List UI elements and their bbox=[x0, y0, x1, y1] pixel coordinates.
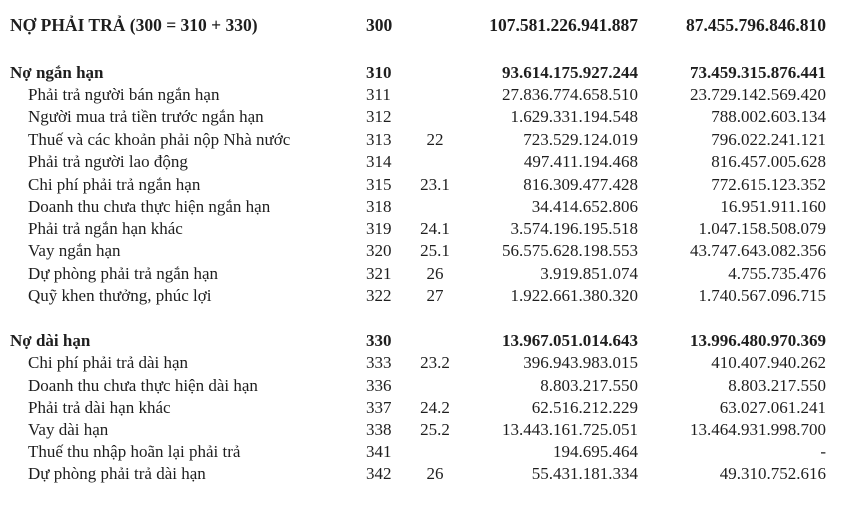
row-label: Vay ngắn hạn bbox=[28, 241, 121, 260]
prior-period-value: - bbox=[820, 442, 826, 461]
row-code: 320 bbox=[366, 241, 392, 260]
prior-period-value: 43.747.643.082.356 bbox=[690, 241, 826, 260]
row-label: Doanh thu chưa thực hiện ngắn hạn bbox=[28, 197, 271, 216]
prior-period-value: 796.022.241.121 bbox=[711, 130, 826, 149]
current-period-value: 55.431.181.334 bbox=[531, 464, 638, 483]
prior-period-value: 1.740.567.096.715 bbox=[698, 286, 826, 305]
prior-period-value: 63.027.061.241 bbox=[719, 398, 826, 417]
current-period-value: 13.967.051.014.643 bbox=[502, 331, 638, 350]
row-code: 318 bbox=[366, 197, 392, 216]
row-code: 342 bbox=[366, 464, 392, 483]
row-label: Nợ ngắn hạn bbox=[10, 63, 104, 82]
row-label: Phải trả người lao động bbox=[28, 152, 188, 171]
prior-period-value: 788.002.603.134 bbox=[711, 107, 826, 126]
row-label: Quỹ khen thưởng, phúc lợi bbox=[28, 286, 212, 305]
prior-period-value: 23.729.142.569.420 bbox=[690, 85, 826, 104]
prior-period-value: 772.615.123.352 bbox=[711, 175, 826, 194]
row-code: 321 bbox=[366, 264, 392, 283]
row-label: Doanh thu chưa thực hiện dài hạn bbox=[28, 376, 258, 395]
row-code: 312 bbox=[366, 107, 392, 126]
row-code: 341 bbox=[366, 442, 392, 461]
row-code: 313 bbox=[366, 130, 392, 149]
row-label: Dự phòng phải trả ngắn hạn bbox=[28, 264, 219, 283]
prior-period-value: 73.459.315.876.441 bbox=[690, 63, 826, 82]
row-code: 300 bbox=[366, 15, 393, 35]
row-label: Thuế và các khoản phải nộp Nhà nước bbox=[28, 130, 291, 149]
prior-period-value: 4.755.735.476 bbox=[728, 264, 826, 283]
prior-period-value: 49.310.752.616 bbox=[719, 464, 826, 483]
table-row bbox=[0, 419, 849, 441]
table-row bbox=[0, 106, 849, 128]
table-row bbox=[0, 84, 849, 106]
prior-period-value: 13.464.931.998.700 bbox=[690, 420, 826, 439]
current-period-value: 107.581.226.941.887 bbox=[489, 15, 638, 35]
row-label: Phải trả ngắn hạn khác bbox=[28, 219, 183, 238]
current-period-value: 62.516.212.229 bbox=[531, 398, 638, 417]
table-row bbox=[0, 285, 849, 307]
prior-period-value: 410.407.940.262 bbox=[711, 353, 826, 372]
row-label: Phải trả người bán ngắn hạn bbox=[28, 85, 220, 104]
row-code: 338 bbox=[366, 420, 392, 439]
row-note: 24.1 bbox=[420, 219, 450, 238]
table-row bbox=[0, 129, 849, 151]
row-note: 23.1 bbox=[420, 175, 450, 194]
row-note: 22 bbox=[426, 130, 444, 149]
current-period-value: 27.836.774.658.510 bbox=[502, 85, 638, 104]
table-row bbox=[0, 174, 849, 196]
current-period-value: 3.574.196.195.518 bbox=[510, 219, 638, 238]
current-period-value: 1.922.661.380.320 bbox=[510, 286, 638, 305]
table-row bbox=[0, 352, 849, 374]
row-note: 26 bbox=[426, 464, 444, 483]
table-row bbox=[0, 375, 849, 397]
current-period-value: 396.943.983.015 bbox=[523, 353, 638, 372]
row-code: 314 bbox=[366, 152, 392, 171]
current-period-value: 93.614.175.927.244 bbox=[502, 63, 638, 82]
current-period-value: 13.443.161.725.051 bbox=[502, 420, 638, 439]
table-row bbox=[0, 463, 849, 485]
row-label: Chi phí phải trả ngắn hạn bbox=[28, 175, 201, 194]
row-note: 26 bbox=[426, 264, 444, 283]
current-period-value: 723.529.124.019 bbox=[523, 130, 638, 149]
row-label: Nợ dài hạn bbox=[10, 331, 91, 350]
row-label: NỢ PHẢI TRẢ (300 = 310 + 330) bbox=[10, 15, 258, 35]
row-note: 27 bbox=[426, 286, 444, 305]
prior-period-value: 13.996.480.970.369 bbox=[690, 331, 826, 350]
current-period-value: 8.803.217.550 bbox=[540, 376, 638, 395]
row-label: Vay dài hạn bbox=[28, 420, 109, 439]
row-code: 322 bbox=[366, 286, 392, 305]
table-row bbox=[0, 240, 849, 262]
row-code: 333 bbox=[366, 353, 392, 372]
row-code: 310 bbox=[366, 63, 392, 82]
row-label: Người mua trả tiền trước ngắn hạn bbox=[28, 107, 264, 126]
row-note: 24.2 bbox=[420, 398, 450, 417]
row-label: Dự phòng phải trả dài hạn bbox=[28, 464, 206, 483]
current-period-value: 34.414.652.806 bbox=[531, 197, 638, 216]
section-header-short-term bbox=[0, 62, 849, 84]
row-note: 25.1 bbox=[420, 241, 450, 260]
section-header-long-term bbox=[0, 330, 849, 352]
row-code: 337 bbox=[366, 398, 392, 417]
current-period-value: 497.411.194.468 bbox=[523, 152, 638, 171]
row-note: 25.2 bbox=[420, 420, 450, 439]
table-row bbox=[0, 218, 849, 240]
prior-period-value: 8.803.217.550 bbox=[728, 376, 826, 395]
current-period-value: 816.309.477.428 bbox=[523, 175, 638, 194]
row-code: 315 bbox=[366, 175, 392, 194]
current-period-value: 56.575.628.198.553 bbox=[502, 241, 638, 260]
current-period-value: 194.695.464 bbox=[553, 442, 638, 461]
table-row bbox=[0, 441, 849, 463]
row-code: 330 bbox=[366, 331, 392, 350]
current-period-value: 3.919.851.074 bbox=[540, 264, 638, 283]
row-note: 23.2 bbox=[420, 353, 450, 372]
row-code: 336 bbox=[366, 376, 392, 395]
total-liabilities-row bbox=[0, 14, 849, 36]
table-row bbox=[0, 397, 849, 419]
prior-period-value: 16.951.911.160 bbox=[720, 197, 826, 216]
row-label: Thuế thu nhập hoãn lại phải trả bbox=[28, 442, 241, 461]
row-label: Chi phí phải trả dài hạn bbox=[28, 353, 189, 372]
row-code: 311 bbox=[366, 85, 391, 104]
prior-period-value: 87.455.796.846.810 bbox=[686, 15, 826, 35]
row-label: Phải trả dài hạn khác bbox=[28, 398, 171, 417]
current-period-value: 1.629.331.194.548 bbox=[510, 107, 638, 126]
prior-period-value: 1.047.158.508.079 bbox=[698, 219, 826, 238]
table-row bbox=[0, 151, 849, 173]
table-row bbox=[0, 196, 849, 218]
row-code: 319 bbox=[366, 219, 392, 238]
prior-period-value: 816.457.005.628 bbox=[711, 152, 826, 171]
table-row bbox=[0, 263, 849, 285]
